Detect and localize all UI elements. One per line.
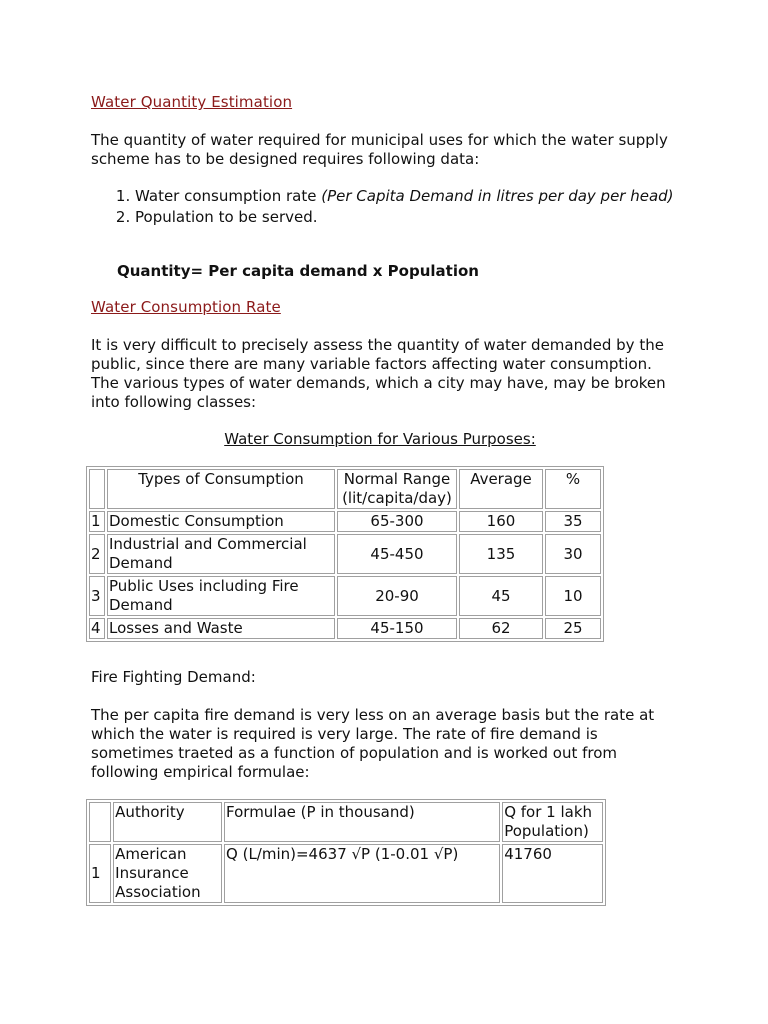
row-range: 45-150 [337,618,457,639]
row-percent: 35 [545,511,601,532]
header-cell-formula: Formulae (P in thousand) [224,802,500,842]
row-percent: 30 [545,534,601,574]
row-type: Domestic Consumption [107,511,335,532]
row-index: 4 [89,618,105,639]
row-index: 3 [89,576,105,616]
row-index: 1 [89,511,105,532]
intro-paragraph: The quantity of water required for municipal uses for which the water supply scheme has to be designed requires following data: [91,131,668,168]
section-title-water-quantity: Water Quantity Estimation [91,93,293,111]
row-percent: 25 [545,618,601,639]
header-cell-type: Types of Consumption [107,469,335,509]
row-range: 45-450 [337,534,457,574]
consumption-paragraph: It is very difficult to precisely assess the quantity of water demanded by the public, since there are many variable factors affecting water consumption. The various types of water demands, which a city may have, may be broken into following classes: [91,336,666,411]
table-row [89,511,601,532]
header-cell-index [89,469,105,509]
table-caption: Water Consumption for Various Purposes: [224,430,536,448]
header-cell-average: Average [459,469,543,509]
row-type: Losses and Waste [107,618,335,639]
table-header-row [89,469,601,509]
row-range: 20-90 [337,576,457,616]
row-range: 65-300 [337,511,457,532]
section-title-consumption-rate: Water Consumption Rate [91,298,281,316]
header-cell-index [89,802,111,842]
fire-demand-title: Fire Fighting Demand: [91,668,256,686]
header-cell-range: Normal Range (lit/capita/day) [337,469,457,509]
header-cell-authority: Authority [113,802,222,842]
row-average: 62 [459,618,543,639]
header-cell-q: Q for 1 lakh Population) [502,802,603,842]
table-row [89,576,601,616]
header-cell-percent: % [545,469,601,509]
table-row [89,534,601,574]
table-row [89,844,603,903]
row-index: 2 [89,534,105,574]
quantity-formula: Quantity= Per capita demand x Population [117,262,479,280]
row-formula: Q (L/min)=4637 √P (1-0.01 √P) [224,844,500,903]
row-authority: American Insurance Association [113,844,222,903]
fire-demand-table [86,799,606,906]
row-average: 45 [459,576,543,616]
data-requirements-list [91,187,685,229]
row-q: 41760 [502,844,603,903]
row-percent: 10 [545,576,601,616]
consumption-table [86,466,604,642]
table-header-row [89,802,603,842]
fire-demand-paragraph: The per capita fire demand is very less on an average basis but the rate at which the water is required is very large. The rate of fire demand is sometimes traeted as a function of population and is worked out from following empirical formulae: [91,706,655,781]
row-average: 135 [459,534,543,574]
list-item [135,208,685,227]
row-average: 160 [459,511,543,532]
row-index: 1 [89,844,111,903]
list-item-text: Water consumption rate [135,187,322,205]
row-type: Public Uses including Fire Demand [107,576,335,616]
list-item-note: (Per Capita Demand in litres per day per head) [321,187,674,205]
list-item [135,187,685,206]
list-item-text: Population to be served. [135,208,318,226]
row-type: Industrial and Commercial Demand [107,534,335,574]
table-row [89,618,601,639]
